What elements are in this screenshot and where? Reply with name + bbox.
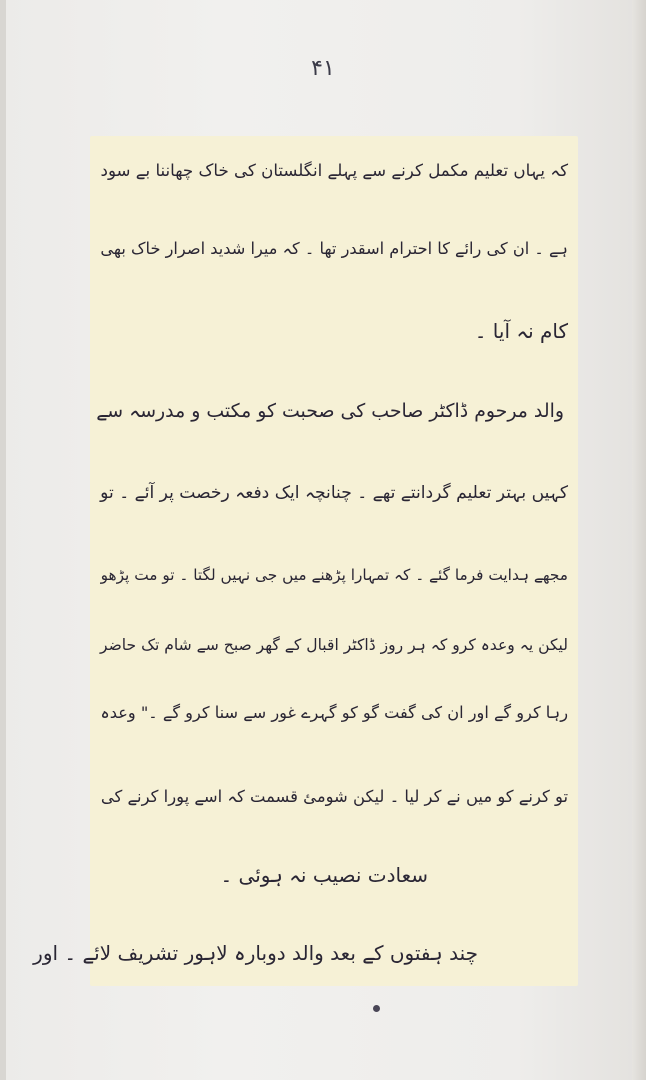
text-line-2: ہے ۔ ان کی رائے کا احترام اسقدر تھا ۔ کہ میرا شدید اصرار خاک بھی — [100, 239, 568, 258]
text-line-8: رہا کرو گے اور ان کی گفت گو کو گہرے غور سے سنا کرو گے ۔" وعدہ — [100, 703, 568, 722]
text-block — [33, 136, 578, 986]
page-left-edge — [0, 0, 6, 1080]
text-line-10: سعادت نصیب نہ ہوئی ۔ — [220, 863, 428, 887]
text-line-3: کام نہ آیا ۔ — [474, 319, 568, 343]
text-line-7: لیکن یہ وعدہ کرو کہ ہر روز ڈاکٹر اقبال کے گھر صبح سے شام تک حاضر — [99, 636, 568, 654]
page-footer-dot — [373, 1005, 380, 1012]
page-right-edge — [632, 0, 646, 1080]
text-line-4: والد مرحوم ڈاکٹر صاحب کی صحبت کو مکتب و مدرسہ سے — [96, 400, 564, 422]
page-number: ۴۱ — [311, 56, 335, 81]
text-line-6: مجھے ہدایت فرما گئے ۔ کہ تمہارا پڑھنے میں جی نہیں لگتا ۔ تو مت پڑھو — [100, 566, 568, 584]
text-line-9: تو کرنے کو میں نے کر لیا ۔ لیکن شومئ قسمت کہ اسے پورا کرنے کی — [100, 787, 568, 806]
text-line-5: کہیں بہتر تعلیم گردانتے تھے ۔ چنانچہ ایک دفعہ رخصت پر آئے ۔ تو — [100, 483, 568, 503]
text-line-11: چند ہفتوں کے بعد والد دوبارہ لاہور تشریف لائے ۔ اور — [33, 941, 478, 965]
text-line-1: کہ یہاں تعلیم مکمل کرنے سے پہلے انگلستان کی خاک چھاننا بے سود — [100, 161, 568, 180]
